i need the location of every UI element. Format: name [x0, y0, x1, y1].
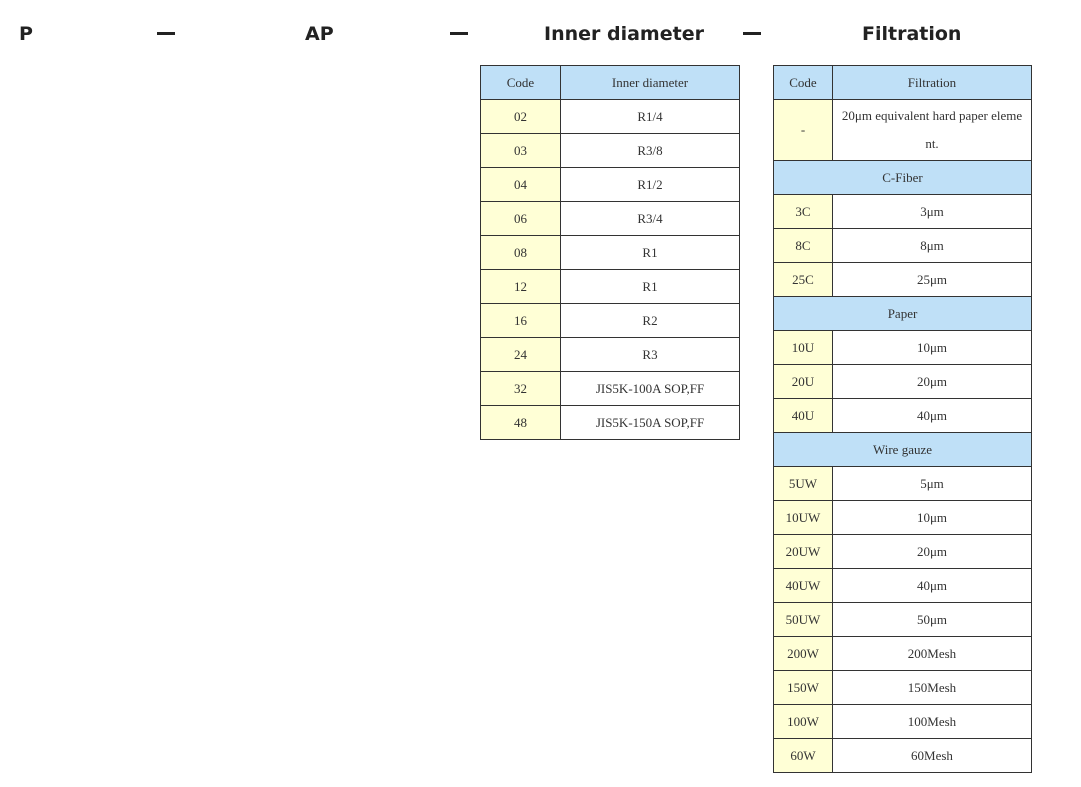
row-value: 150Mesh: [833, 671, 1032, 705]
row-code: 06: [481, 202, 561, 236]
table-row: [774, 637, 1032, 671]
row-value: 8μm: [833, 229, 1032, 263]
filtration-head-code: Code: [774, 66, 833, 100]
row-value: R2: [561, 304, 740, 338]
row-value: R1/2: [561, 168, 740, 202]
table-row: [481, 236, 740, 270]
table-row: [774, 739, 1032, 773]
row-code: 02: [481, 100, 561, 134]
table-row: [481, 304, 740, 338]
row-value: R3/4: [561, 202, 740, 236]
row-code: 200W: [774, 637, 833, 671]
table-row: [481, 202, 740, 236]
table-row: [481, 372, 740, 406]
row-code: 50UW: [774, 603, 833, 637]
inner-table-header-row: [481, 66, 740, 100]
row-value: 3μm: [833, 195, 1032, 229]
table-row: [774, 535, 1032, 569]
row-value: R3: [561, 338, 740, 372]
inner-head-code: Code: [481, 66, 561, 100]
row-code: 8C: [774, 229, 833, 263]
row-value: R1: [561, 270, 740, 304]
row-code: 3C: [774, 195, 833, 229]
header-inner-diameter: Inner diameter: [544, 23, 704, 45]
section-row-paper: [774, 297, 1032, 331]
table-row: [481, 168, 740, 202]
row-code: 5UW: [774, 467, 833, 501]
section-row-c-fiber: [774, 161, 1032, 195]
row-value: 10μm: [833, 501, 1032, 535]
row-value: 10μm: [833, 331, 1032, 365]
row-code: 40U: [774, 399, 833, 433]
row-code: 10UW: [774, 501, 833, 535]
row-value: 20μm equivalent hard paper element.: [833, 100, 1032, 161]
row-value: 20μm: [833, 365, 1032, 399]
row-code: 25C: [774, 263, 833, 297]
row-code: 24: [481, 338, 561, 372]
header-filtration: Filtration: [862, 23, 962, 45]
section-title: Paper: [774, 297, 1032, 331]
header-ap: AP: [305, 23, 334, 45]
section-title: C-Fiber: [774, 161, 1032, 195]
row-code: 60W: [774, 739, 833, 773]
row-value: 25μm: [833, 263, 1032, 297]
row-code: 32: [481, 372, 561, 406]
row-code: 40UW: [774, 569, 833, 603]
table-row: [481, 100, 740, 134]
table-row: [774, 705, 1032, 739]
row-code: 12: [481, 270, 561, 304]
table-row: [481, 406, 740, 440]
row-value: 200Mesh: [833, 637, 1032, 671]
row-value: 50μm: [833, 603, 1032, 637]
row-code: 150W: [774, 671, 833, 705]
table-row: [774, 263, 1032, 297]
section-title: Wire gauze: [774, 433, 1032, 467]
row-value: 40μm: [833, 399, 1032, 433]
dash-separator-1: [157, 32, 175, 35]
row-value: 40μm: [833, 569, 1032, 603]
row-value: R1: [561, 236, 740, 270]
table-row: [774, 365, 1032, 399]
inner-diameter-table: [480, 65, 740, 440]
row-code: -: [774, 100, 833, 161]
row-code: 03: [481, 134, 561, 168]
filtration-table: [773, 65, 1032, 773]
filtration-head-value: Filtration: [833, 66, 1032, 100]
row-code: 08: [481, 236, 561, 270]
table-row: [481, 134, 740, 168]
table-row: [774, 671, 1032, 705]
row-value: JIS5K-100A SOP,FF: [561, 372, 740, 406]
table-row: [774, 100, 1032, 161]
row-value: JIS5K-150A SOP,FF: [561, 406, 740, 440]
row-value: 5μm: [833, 467, 1032, 501]
row-value: R3/8: [561, 134, 740, 168]
table-row: [774, 331, 1032, 365]
table-row: [774, 195, 1032, 229]
header-p: P: [19, 23, 33, 45]
row-code: 16: [481, 304, 561, 338]
row-code: 20U: [774, 365, 833, 399]
row-value: 20μm: [833, 535, 1032, 569]
table-row: [774, 501, 1032, 535]
table-row: [481, 270, 740, 304]
row-code: 100W: [774, 705, 833, 739]
table-row: [774, 603, 1032, 637]
row-code: 48: [481, 406, 561, 440]
filtration-table-header-row: [774, 66, 1032, 100]
row-code: 04: [481, 168, 561, 202]
table-row: [774, 569, 1032, 603]
table-row: [774, 399, 1032, 433]
table-row: [481, 338, 740, 372]
section-row-wire-gauze: [774, 433, 1032, 467]
dash-separator-3: [743, 32, 761, 35]
table-row: [774, 229, 1032, 263]
row-value: 100Mesh: [833, 705, 1032, 739]
row-code: 10U: [774, 331, 833, 365]
dash-separator-2: [450, 32, 468, 35]
row-value: R1/4: [561, 100, 740, 134]
row-code: 20UW: [774, 535, 833, 569]
table-row: [774, 467, 1032, 501]
row-value: 60Mesh: [833, 739, 1032, 773]
inner-head-value: Inner diameter: [561, 66, 740, 100]
